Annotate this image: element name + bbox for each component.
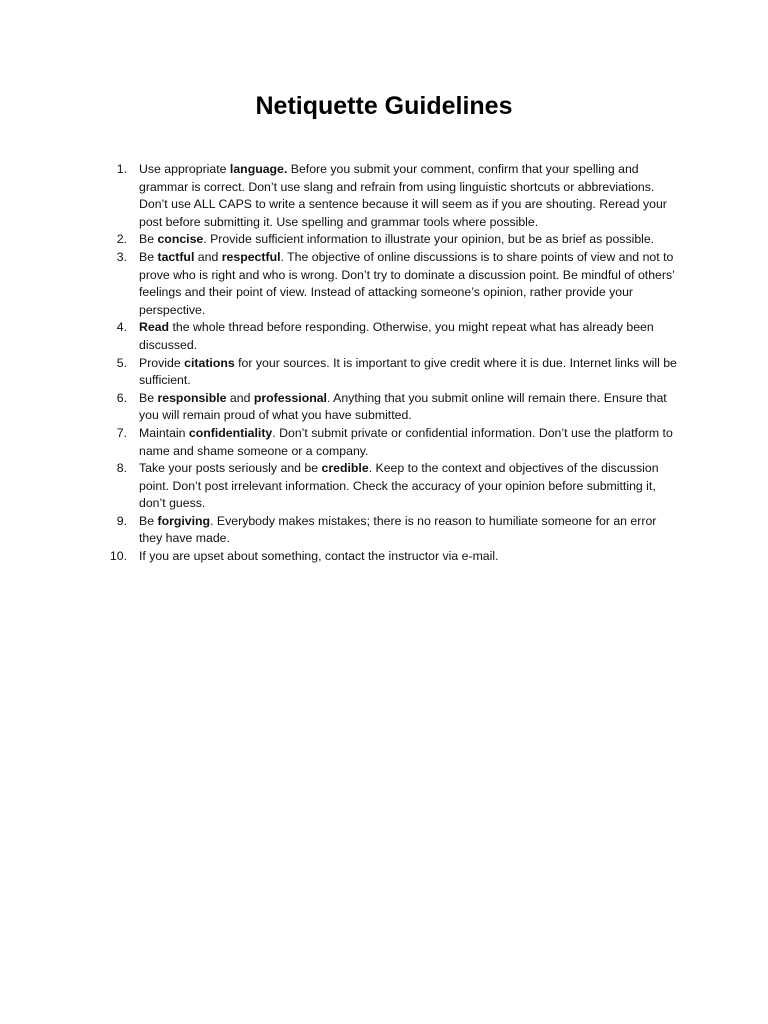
list-item	[116, 319, 679, 354]
list-item	[116, 390, 679, 425]
text-segment: and	[194, 249, 222, 264]
list-item-number: 4.	[116, 320, 127, 335]
list-item-text	[139, 513, 679, 548]
list-item-number: 3.	[116, 249, 127, 264]
list-item-number: 1.	[116, 162, 127, 176]
list-item	[116, 161, 679, 231]
list-item-text	[139, 319, 679, 354]
list-item	[116, 231, 679, 249]
text-segment: Be	[139, 249, 158, 264]
list-item-number: 5.	[116, 355, 127, 370]
list-item-text	[139, 249, 679, 319]
list-item	[116, 355, 679, 390]
list-item-number: 2.	[116, 232, 127, 247]
emphasized-keyword: professional	[253, 390, 327, 405]
list-item-text	[139, 231, 679, 249]
emphasized-keyword: citations	[184, 355, 235, 370]
text-segment: If you are upset about something, contact the instructor via e-mail.	[139, 549, 499, 564]
text-segment: Take your posts seriously and be	[139, 461, 322, 476]
text-segment: the whole thread before responding. Otherwise, you might repeat what has already been discussed.	[139, 320, 654, 352]
emphasized-keyword: tactful	[157, 249, 195, 264]
list-item	[116, 249, 679, 319]
list-item	[116, 425, 679, 460]
list-item-text	[139, 548, 679, 566]
list-item	[116, 513, 679, 548]
text-segment: . Don’t submit private or confidential information. Don’t use the platform to name and shame someone or a company.	[139, 425, 673, 458]
list-item-number: 7.	[116, 425, 127, 440]
text-segment: Use appropriate	[139, 162, 230, 176]
emphasized-keyword: language.	[229, 162, 288, 176]
text-segment: . Keep to the context and objectives of the discussion point. Don’t post irrelevant information. Check the accuracy of your opinion before submitting it, don’t guess.	[139, 461, 659, 511]
text-segment: for your sources. It is important to give credit where it is due. Internet links will be sufficient.	[139, 355, 677, 388]
emphasized-keyword: Read	[139, 320, 170, 335]
list-item-number: 10.	[109, 549, 127, 564]
text-segment: Be	[139, 390, 158, 405]
list-item-number: 9.	[116, 513, 127, 528]
text-segment: . Provide sufficient information to illustrate your opinion, but be as brief as possible.	[203, 232, 655, 247]
emphasized-keyword: credible	[321, 461, 369, 476]
emphasized-keyword: concise	[157, 232, 204, 247]
list-item-text	[139, 425, 679, 460]
list-item-text	[139, 161, 679, 231]
text-segment: Provide	[139, 355, 185, 370]
list-item-number: 8.	[116, 461, 127, 476]
text-segment: Be	[139, 232, 158, 247]
text-segment: Maintain	[139, 425, 189, 440]
guidelines-list	[109, 161, 679, 566]
emphasized-keyword: respectful	[221, 249, 281, 264]
document-title: Netiquette Guidelines	[255, 92, 513, 120]
emphasized-keyword: responsible	[157, 390, 227, 405]
list-item-number: 6.	[116, 390, 127, 405]
list-item	[109, 548, 679, 566]
text-segment: and	[226, 390, 254, 405]
emphasized-keyword: confidentiality	[188, 425, 273, 440]
list-item-text	[139, 355, 679, 390]
text-segment: Before you submit your comment, confirm that your spelling and grammar is correct. Don’t use slang and refrain from using linguistic shortcuts or abbreviations. Don’t use ALL CAPS to write a sentence because it will seem as if you are shouting. Reread your post before submitting it. Use spelling and grammar tools where possible.	[139, 162, 667, 229]
text-segment: . Everybody makes mistakes; there is no reason to humiliate someone for an error they have made.	[139, 513, 657, 546]
list-item-text	[139, 390, 679, 425]
text-segment: . The objective of online discussions is to share points of view and not to prove who is right and who is wrong. Don’t try to dominate a discussion point. Be mindful of others’ feelings and their point of view. Instead of attacking someone’s opinion, rather provide your perspective.	[139, 249, 675, 317]
text-segment: Be	[139, 513, 158, 528]
emphasized-keyword: forgiving	[157, 513, 211, 528]
text-segment: . Anything that you submit online will remain there. Ensure that you will remain proud of what you have submitted.	[139, 390, 667, 423]
list-item	[116, 460, 679, 513]
list-item-text	[139, 460, 679, 513]
